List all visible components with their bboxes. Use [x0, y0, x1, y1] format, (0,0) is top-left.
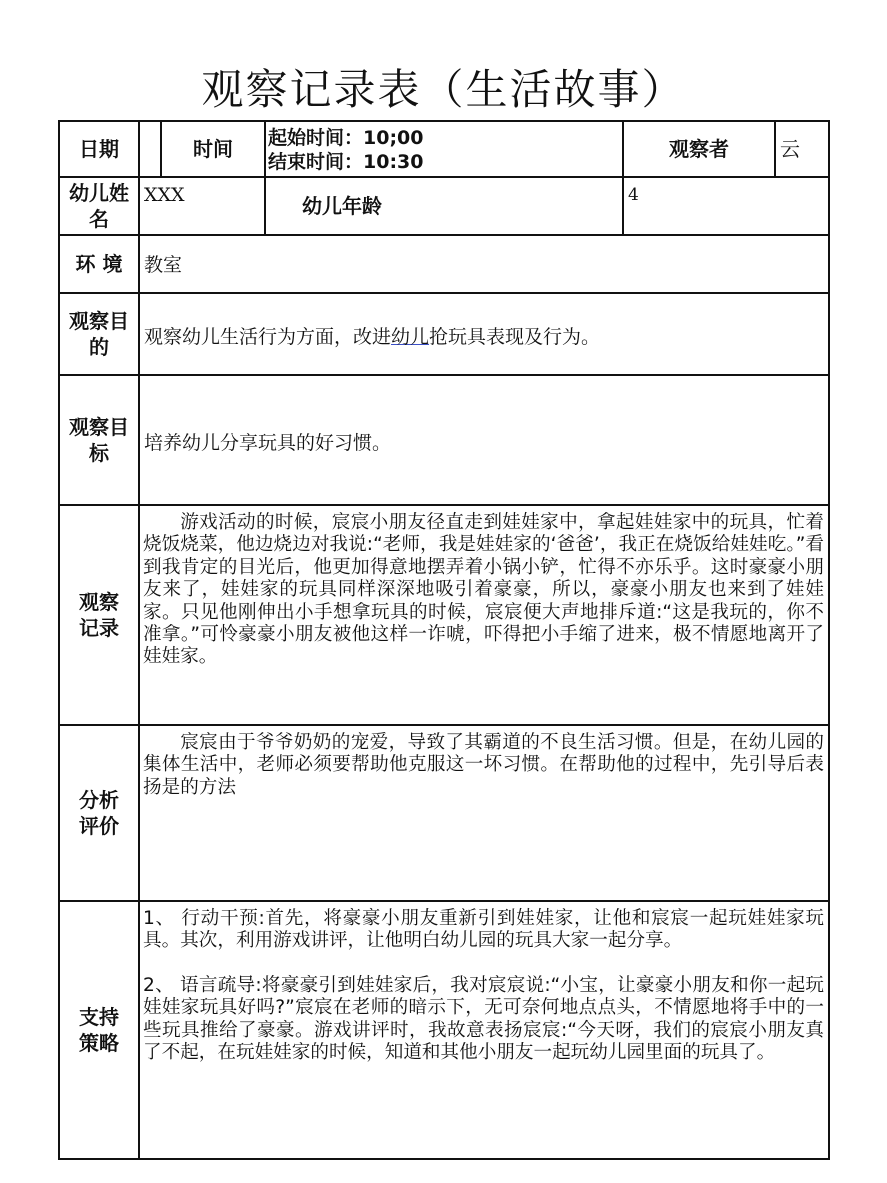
date-label: 日期	[58, 120, 140, 178]
time-label: 时间	[160, 120, 266, 178]
child-age-value: 4	[622, 176, 830, 236]
strategy-label	[58, 900, 140, 1160]
purpose-text-after: 抢玩具表现及行为。	[429, 326, 601, 348]
analysis-label	[58, 724, 140, 902]
child-name-label	[58, 176, 140, 236]
observer-value: 云	[774, 120, 830, 178]
date-value	[138, 120, 162, 178]
child-age-label-text: 幼儿年龄	[302, 194, 382, 218]
analysis-text: 宸宸由于爷爷奶奶的宠爱，导致了其霸道的不良生活习惯。但是，在幼儿园的集体生活中，老师必须要帮助他克服这一坏习惯。在帮助他的过程中，先引导后表扬是的方法	[138, 724, 830, 902]
purpose-label-text: 观察目的	[69, 309, 129, 359]
child-name-value: XXX	[138, 176, 266, 236]
child-age-label	[264, 176, 624, 236]
strategy-item-2: 2、 语言疏导:将豪豪引到娃娃家后，我对宸宸说:“小宝，让豪豪小朋友和你一起玩娃娃家玩具好吗?”宸宸在老师的暗示下，无可奈何地点点头，不情愿地将手中的一些玩具推给了豪豪。游戏讲评时，我故意表扬宸宸:“今天呀，我们的宸宸小朋友真了不起，在玩娃娃家的时候，知道和其他小朋友一起玩幼儿园里面的玩具了。	[143, 974, 824, 1064]
page-title: 观察记录表（生活故事）	[201, 65, 686, 114]
record-label-text: 观察记录	[79, 590, 119, 640]
goal-label-text: 观察目标	[69, 415, 129, 465]
purpose-text-before: 观察幼儿生活行为方面，改进	[144, 326, 392, 348]
strategy-item-1: 1、 行动干预:首先，将豪豪小朋友重新引到娃娃家，让他和宸宸一起玩娃娃家玩具。其次，利用游戏讲评，让他明白幼儿园的玩具大家一起分享。	[143, 908, 824, 952]
purpose-value	[138, 292, 830, 376]
goal-value: 培养幼儿分享玩具的好习惯。	[138, 374, 830, 506]
child-name-label-text: 幼儿姓名	[69, 181, 129, 231]
analysis-label-text: 分析评价	[79, 788, 119, 838]
environment-label: 环 境	[58, 234, 140, 294]
goal-label	[58, 374, 140, 506]
strategy-label-text: 支持策略	[79, 1005, 119, 1055]
purpose-text-underlined: 幼儿	[391, 326, 430, 348]
strategy-content	[138, 900, 830, 1160]
environment-value: 教室	[138, 234, 830, 294]
observer-label: 观察者	[622, 120, 776, 178]
record-text: 游戏活动的时候，宸宸小朋友径直走到娃娃家中，拿起娃娃家中的玩具，忙着烧饭烧菜，他边烧边对我说:“老师，我是娃娃家的‘爸爸’，我正在烧饭给娃娃吃。”看到我肯定的目光后，他更加得意地摆弄着小锅小铲，忙得不亦乐乎。这时豪豪小朋友来了，娃娃家的玩具同样深深地吸引着豪豪，所以，豪豪小朋友也来到了娃娃家。只见他刚伸出小手想拿玩具的时候，宸宸便大声地排斥道:“这是我玩的，你不准拿。”可怜豪豪小朋友被他这样一诈唬，吓得把小手缩了进来，极不情愿地离开了娃娃家。	[138, 504, 830, 726]
record-label	[58, 504, 140, 726]
start-time: 起始时间：10;00	[268, 127, 424, 149]
purpose-label	[58, 292, 140, 376]
end-time: 结束时间：10:30	[268, 151, 424, 173]
time-range	[264, 120, 624, 178]
